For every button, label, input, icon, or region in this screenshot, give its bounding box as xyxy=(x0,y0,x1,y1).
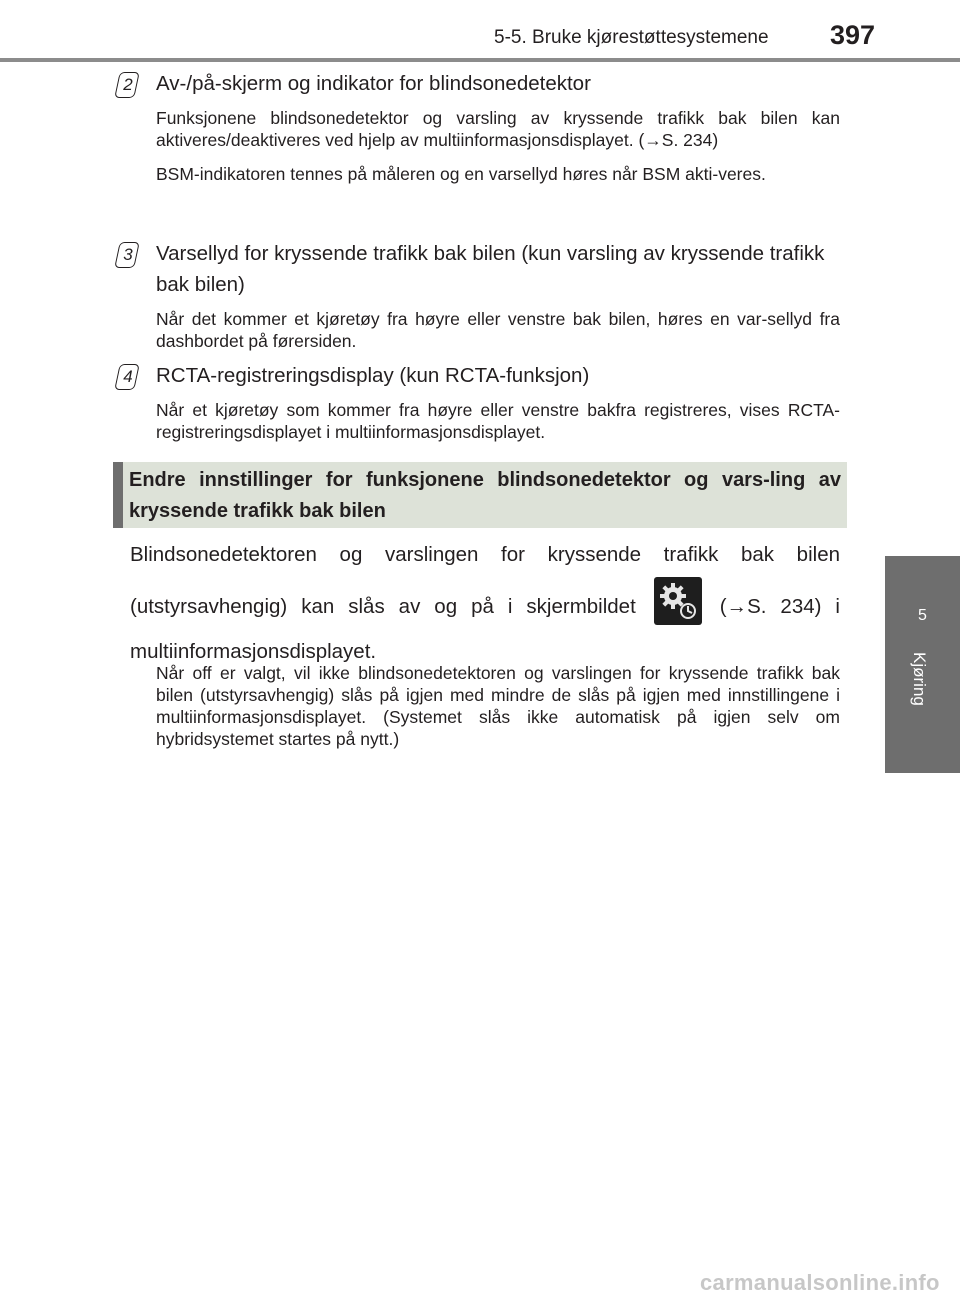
section-heading: Endre innstillinger for funksjonene blindsonedetektor og vars-ling av kryssende trafikk bak bilen xyxy=(129,469,841,522)
item-paragraph: Når det kommer et kjøretøy fra høyre eller venstre bak bilen, høres en var-sellyd fra dashbordet på førersiden. xyxy=(156,309,840,351)
chapter-tab-label: Kjøring xyxy=(910,652,929,706)
chapter-tab xyxy=(885,556,960,773)
item-paragraph: Når et kjøretøy som kommer fra høyre eller venstre bakfra registreres, vises RCTA-registreringsdisplayet i multiinformasjonsdisplayet. xyxy=(156,400,840,442)
list-item xyxy=(115,238,840,352)
body-text-before-icon: Blindsonedetektoren og varslingen for kryssende trafikk bak bilen (utstyrsavhengig) kan slås av og på i skjermbildet xyxy=(130,543,840,618)
note-paragraph: Når off er valgt, vil ikke blindsonedetektoren og varslingen for kryssende trafikk bak bilen (utstyrsavhengig) slås på igjen med mindre de slås på igjen med innstillingene i multiinformasjonsdisplayet. (Systemet slås ikke automatisk på igjen selv om hybridsystemet startes på nytt.) xyxy=(156,663,840,749)
item-number-badge: 2 xyxy=(115,71,141,97)
item-title: RCTA-registreringsdisplay (kun RCTA-funksjon) xyxy=(156,364,590,387)
header-section-title: 5-5. Bruke kjørestøttesystemene xyxy=(494,27,769,48)
item-title: Varsellyd for kryssende trafikk bak bilen (kun varsling av kryssende trafikk bak bilen) xyxy=(156,242,825,296)
settings-gear-icon xyxy=(654,577,702,625)
body-paragraph xyxy=(130,532,840,674)
section-heading-box xyxy=(113,462,847,528)
list-item xyxy=(115,360,840,443)
chapter-tab-number: 5 xyxy=(918,607,927,624)
header-rule xyxy=(0,58,960,62)
item-title: Av-/på-skjerm og indikator for blindsonedetektor xyxy=(156,72,591,95)
list-item xyxy=(115,68,840,185)
watermark: carmanualsonline.info xyxy=(700,1270,940,1295)
item-paragraph: Funksjonene blindsonedetektor og varsling av kryssende trafikk bak bilen kan aktiveres/deaktiveres ved hjelp av multiinformasjonsdisplayet. (→S. 234) xyxy=(156,108,840,150)
item-paragraph: BSM-indikatoren tennes på måleren og en varsellyd høres når BSM akti-veres. xyxy=(156,164,766,184)
page-number: 397 xyxy=(830,20,876,50)
item-number-badge: 3 xyxy=(115,241,141,267)
body-text-after-icon: (→S. 234) i multiinformasjonsdisplayet. xyxy=(130,595,840,663)
item-number-badge: 4 xyxy=(115,363,141,389)
